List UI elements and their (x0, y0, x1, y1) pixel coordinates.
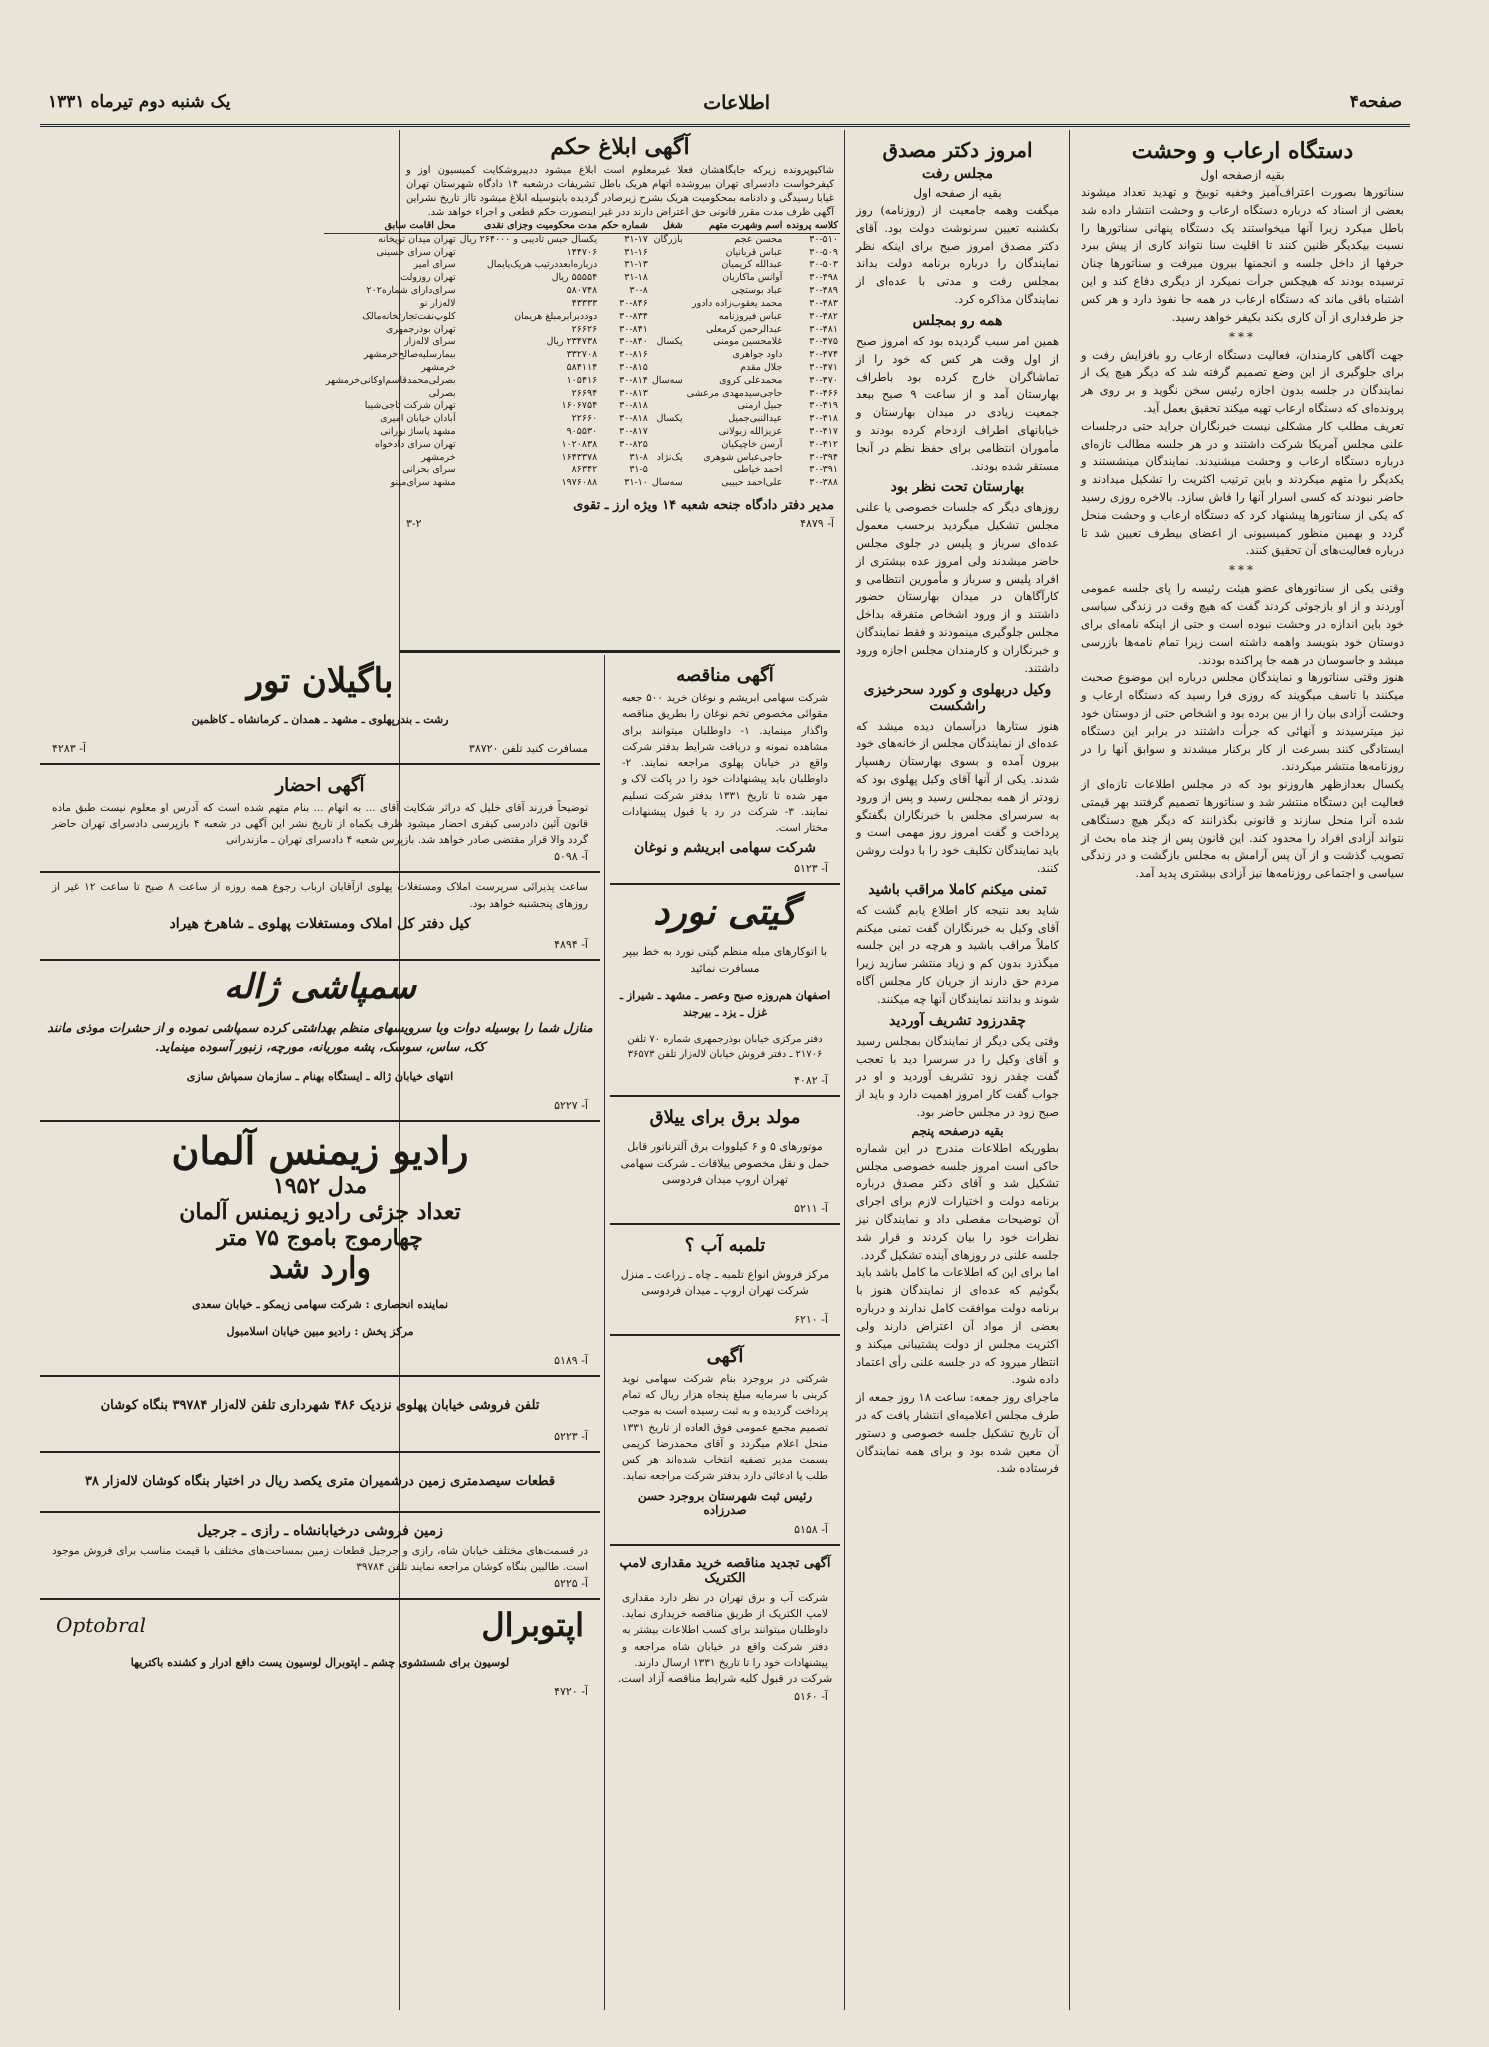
table-cell (650, 426, 685, 439)
table-cell: ۳۰-۵۰۹ (809, 246, 838, 258)
ad-center: مرکز پخش : رادیو مبین خیابان اسلامبول (226, 1325, 414, 1339)
table-cell (650, 362, 685, 375)
ad-title: آگهی مناقصه (676, 665, 774, 686)
table-cell: ۳۰-۴۱۹ (809, 400, 838, 412)
paragraph: ماجرای روز جمعه: ساعت ۱۸ روز جمعه از طرف مجلس اعلامیه‌ای انتشار یافت که در آن تاریخ تشکیل جلسه خصوصی و دستور آن معین شده بود و برای همه نمایندگان فرستاده شد. (856, 1390, 1059, 1476)
ad-code: ۳-۲ (406, 517, 422, 531)
ad-code: آ- ۴۲۸۳ (52, 741, 86, 755)
table-row (324, 247, 840, 260)
ad-agent: نماینده انحصاری : شرکت سهامی زیمکو ـ خیابان سعدی (191, 1297, 449, 1311)
table-cell: تهران سرای حسینی (376, 246, 456, 258)
table-cell: مشهد سرای‌مینو (390, 477, 456, 489)
table-cell: آوانس ماکاریان (722, 272, 783, 284)
ad-body: شرکتی در بروجرد بنام شرکت سهامی نوید کربنی با سرمایه مبلغ پنجاه هزار ریال که تمام پرداخت گردیده و به ثبت رسیده است به موجب تصمیم مجمع عمومی فوق العاده از تاریخ ۱۳۳۱ منحل اعلام میگردد و آقای محمدرضا کریمی بسمت مدیر تصفیه انتخاب شده‌اند هر کس طلب یا ادعائی دارد بدفتر شرکت مراجعه نماید. (622, 1372, 828, 1483)
ad-giti-navard (610, 885, 840, 1097)
ad-body: منازل شما را بوسیله دوات وبا سرویسهای منظم بهداشتی کرده سمپاشی نموده و از حشرات موذی مانند کک، ساس، سوسک، پشه موریانه، مورچه، زنبور آسوده مینماید. (47, 1020, 593, 1055)
ad-optobral (40, 1600, 600, 1706)
ad-code: آ- ۵۱۸۹ (554, 1353, 588, 1367)
ad-lamp-tender (610, 1546, 840, 1711)
table-cell: سرای‌دارای شماره۲۰۲ (366, 285, 456, 297)
table-cell: ۳۰-۸۴۶ (619, 297, 648, 309)
table-cell: ۳۰-۴۶۶ (809, 387, 838, 399)
table-row (324, 311, 840, 324)
ads-column-left (40, 655, 600, 2010)
ad-land-shemiran (40, 1453, 600, 1513)
column-terror-article (1075, 130, 1410, 2020)
ad-code: آ- ۵۱۲۳ (794, 862, 828, 876)
table-row (324, 362, 840, 375)
table-cell: غلامحسین مومنی (713, 336, 783, 348)
table-cell: ۳۰-۸۴۰ (619, 336, 648, 348)
ad-body: ساعت پذیرائی سرپرست املاک ومستغلات پهلوی ازآقایان ارباب رجوع همه روزه از ساعت ۸ صبح تا ساعت ۱۲ غیر از روزهای پنجشنبه خواهد بود. (52, 881, 588, 910)
table-cell (650, 311, 685, 324)
subheading: همه رو بمجلس (912, 312, 1003, 329)
table-cell: ۳۰-۸۱۴ (619, 374, 648, 386)
table-cell: یکسال (656, 413, 683, 425)
table-cell: ۳۰-۵۰۳ (809, 259, 838, 271)
table-cell: تهران بوذرجمهری (385, 323, 456, 335)
table-cell (650, 439, 685, 452)
table-cell: ۳۳۲۷۰۸ (566, 349, 598, 361)
table-cell (650, 298, 685, 311)
table-cell: ۳۰-۴۱۲ (809, 438, 838, 450)
table-cell (650, 272, 685, 285)
table-header: کلاسه پرونده (786, 220, 838, 231)
ad-code: آ- ۵۰۹۸ (554, 850, 588, 864)
table-row (324, 298, 840, 311)
ad-code: آ- ۵۲۱۱ (794, 1201, 828, 1215)
ad-title-row (46, 1606, 594, 1644)
table-cell: ۳۰-۴۸۲ (809, 310, 838, 322)
table-cell: خرمشهر (421, 361, 456, 373)
table-cell: سرای امیر (413, 259, 456, 271)
table-cell: ۳۱-۱۰ (624, 477, 648, 489)
table-cell: تهران میدان توپخانه (378, 233, 456, 245)
table-cell: ۳۰-۸۱۸ (619, 400, 648, 412)
ad-line: تعداد جزئی رادیو زیمنس آلمان (179, 1198, 461, 1225)
table-cell: عزیزالله زبولانی (718, 426, 783, 437)
notice-intro: شاکیوپرونده زیرکه جایگاهشان فعلا غیرمعلوم است ابلاغ میشود ددپیروشکایت کمیسیون اوز و کیفرخواست دادسرای تهران بیروشده اتهام هریک باطل تشریفات درشعبه ۱۴ دادگاه شهرستان تهران غیابا رسیدگی و دادنامه بمحکومیت هریک بشرح زیرصادر گردیده باینوسیله ابلاغ میشود تااز تاریخ نشراین آگهی ظرف مدت مقرر قانونی حق اعتراض دارند ددر غیر اینصورت حکم قطعی و اجراء خواهد شد. (406, 165, 834, 218)
table-cell (650, 247, 685, 260)
table-cell: ۳۰-۸۱۶ (619, 349, 648, 361)
table-cell: ۳۱-۵ (629, 464, 648, 476)
verdict-table (324, 220, 840, 490)
table-cell: بیمارسلیه‌صالح‌خرمشهر (363, 349, 456, 361)
subheading: بهارستان تحت نظر بود (890, 479, 1025, 496)
paragraph: هنوز ستارها درآسمان دیده میشد که عده‌ای از نمایندگان مجلس از خانه‌های خود بیرون آمده و بسوی بهارستان رهسپار شدند. یکی از آنها آقای وکیل پهلوی بود که زودتر از همه بمجلس رسید و پس از ورود به سرسرای مجلس با خبرنگاران بگفتگو پرداخت و گفت امروز روز مهمی است و باید نمایندگان تکلیف خود را با دولت روشن کنند. (856, 718, 1059, 875)
table-header: شماره حکم (601, 220, 648, 231)
paragraph: جهت آگاهی کارمندان، فعالیت دستگاه ارعاب رو بافزایش رفت و برای جلوگیری از این وضع تصمیم گرفته شد که دیگر هیچ یک از نمایندگان در جلسه بدون اجازه رئیس سخن نگوید و بر روی هر پرونده‌ای که دستگاه ارعاب تهیه میکند تحقیق بعمل آید. (1081, 347, 1404, 415)
table-cell: ۱۴۴۷۰۶ (566, 246, 598, 258)
table-cell: عبدالله کریمیان (721, 259, 783, 271)
table-row (324, 400, 840, 413)
table-cell: محمدعلی کروی (719, 374, 783, 386)
table-cell: ۳۰-۴۷۴ (809, 349, 838, 361)
ad-title: تلمبه آب ؟ (684, 1234, 766, 1256)
table-cell: حاجی‌سیدمهدی مرعشی (686, 387, 783, 399)
table-row (324, 336, 840, 349)
table-cell: ۳۰-۸۱۵ (619, 361, 648, 373)
table-cell (650, 259, 685, 272)
table-cell: محمد یعقوب‌زاده دادور (692, 297, 783, 309)
table-cell: ۳۰-۸۳۴ (619, 310, 648, 322)
table-cell: ۵۸۴۱۱۴ (566, 361, 598, 373)
table-cell: آرسن خاچیکیان (721, 438, 783, 450)
table-cell: ۴۳۳۳۳ (571, 297, 598, 309)
ad-code: آ- ۴۸۷۹ (800, 517, 834, 531)
ad-title: زمین فروشی درخیابانشاه ـ رازی ـ جرجیل (197, 1522, 443, 1539)
ad-bagilan-tour (40, 655, 600, 765)
table-cell: ۸۶۳۴۲ (571, 464, 598, 476)
notice-codes (400, 515, 840, 532)
table-cell: ۱۹۷۶۰۸۸ (561, 477, 598, 489)
table-cell (650, 464, 685, 477)
column-rule (844, 130, 845, 2010)
table-cell: ۳۰-۴۸۱ (809, 323, 838, 335)
table-cell: عیدالنبی‌جمیل (728, 413, 783, 425)
ad-signature: کیل دفتر کل املاک ومستغلات پهلوی ـ شاهرخ هیراد (169, 915, 471, 932)
table-cell: ۳۰-۴۷۱ (809, 361, 838, 373)
table-cell (650, 324, 685, 337)
table-cell: ۲۳۴۷۳۸ ریال (546, 336, 598, 348)
ad-signature: رئیس ثبت شهرستان بروجرد حسن صدرزاده (637, 1488, 813, 1517)
signature: مدیر دفتر دادگاه جنحه شعبه ۱۴ ویژه ارز ـ تقوی (573, 498, 834, 514)
ad-code: آ- ۵۲۲۵ (554, 1577, 588, 1591)
table-cell: مشهد پاساژ نورانی (380, 426, 456, 437)
table-row (324, 324, 840, 337)
table-row (324, 233, 840, 246)
table-cell (650, 400, 685, 413)
table-cell (650, 388, 685, 401)
ad-arrived: وارد شد (269, 1250, 371, 1286)
paragraph: روزهای دیگر که جلسات خصوصی یا علنی مجلس تشکیل میگردید برحسب معمول عده‌ای سرباز و پلیس در جلوی مجلس حاضر میشدند ولی امروز عده بیشتری از افراد پلیس و سرباز و مأمورین انتظامی و کارآگاهان در میدان بهارستان حضور داشتند و از ورود اشخاص متفرقه بداخل مجلس جلوگیری مینمودند و فقط نمایندگان و خبرنگاران و کارمندان مجلس اجازه ورود داشتند. (856, 500, 1059, 675)
ad-title: آگهی (706, 1345, 744, 1367)
table-cell: سه‌سال (651, 477, 683, 489)
table-cell: ۹۰۵۵۳۰ (566, 426, 598, 437)
paragraph: سناتورها بصورت اعتراف‌آمیز وخفیه توبیخ و تهدید تعداد میشوند بعضی از اسناد که درباره دستگاه ارعاب و وحشت انتشار داده شد باطل میکرد زیرا آنها میخواستند یک دستگاه پنهانی سناتورها را نسبت بیکدیگر ظنین کنند تا اقلیت سنا نتواند کاری از پیش ببرد حرفها از داخل جلسه و انجمنها بیرون میرفت و سناتورها چنان ترسیده بودند که هیچکس جرأت نمیکرد از دیگری دفاع کند و این اشتباه باقی ماند که دستگاه ارعاب در همه جا نفوذ دارد و هر کس جز طرفداری از آن کاری بکند بکیفر خواهد رسید. (1081, 185, 1404, 324)
page-label: صفحه۴ (1349, 92, 1402, 112)
subheading: مجلس رفت (921, 166, 994, 182)
table-row (324, 439, 840, 452)
ad-zhaleh-spraying (40, 961, 600, 1122)
table-row (324, 349, 840, 362)
table-cell: ۳۰-۴۹۸ (809, 272, 838, 284)
table-cell: بصرلی‌محمدقاسم‌اوکانی‌خرمشهر (325, 374, 456, 386)
table-cell: ۲۲۶۶۰ (571, 413, 598, 425)
ad-body: با اتوکارهای مبله منظم گیتی نورد به خط بیپر مسافرت نمائید (622, 945, 828, 975)
table-cell: ۳۱-۸ (629, 451, 648, 463)
ad-body: در قسمت‌های مختلف خیابان شاه، رازی و جرجیل قطعات زمین بمساحت‌های مختلف با قیمت مناسب برای فروش موجود است. طالبین بنگاه کوشان مراجعه نمایند تلفن ۳۹۷۸۴ (52, 1544, 588, 1574)
table-header: محل اقامت سابق (384, 220, 456, 231)
subheading: چقدرزود تشریف آوردید (889, 1012, 1026, 1029)
ad-code: آ- ۴۷۲۰ (554, 1684, 588, 1698)
table-cell: عباس قربانیان (725, 246, 783, 258)
paragraph: هنوز وقتی سناتورها و نمایندگان مجلس درباره این موضوع صحبت میکنند با تاسف میگویند که روزی فرا رسید که دستگاه ارعاب و وحشت آزادی بیان را از بین برده بود و اشخاص حتی از دوستان خود نیز میترسیدند و آنهائی که جرأت داشتند در برابر این دستگاه ایستادگی کنند بسرعت از کار برکنار میشدند و سوابق آنها را در روزنامه‌ها منتشر میکردند. (1081, 670, 1404, 774)
table-cell: ۳۰-۴۱۷ (809, 426, 838, 437)
table-cell: محسن عجم (734, 233, 783, 245)
ad-body: توضیحاً فرزند آقای خلیل که دراثر شکایت آقای ... به اتهام ... بنام متهم شده است که آدرس او معلوم نیست طبق ماده قانون آئین دادرسی کیفری احضار میشود ظرف یکماه از تاریخ نشر این آگهی در شعبه ۴ بازپرسی دادسرای تهران حاضر گردد والا قرار مقتضی صادر خواهد شد. بازپرس شعبه ۴ دادسرای تهران ـ مازندرانی (52, 801, 588, 847)
table-cell (650, 349, 685, 362)
table-cell: ۳۰-۵۱۰ (809, 233, 838, 245)
ad-signature: شرکت در قبول کلیه شرایط مناقصه آزاد است. (617, 1672, 833, 1686)
table-cell: بصرلی (428, 387, 456, 399)
ad-title-latin: Optobral (56, 1613, 146, 1638)
subheading: تمنی میکنم کاملا مراقب باشید (868, 881, 1047, 898)
ad-tender-silk (610, 655, 840, 885)
table-cell: یکسال (656, 336, 683, 348)
ad-title: اپتوبرال (481, 1606, 584, 1645)
table-cell: ۱۶۴۳۳۷۸ (561, 451, 598, 463)
table-cell: خرمشهر (421, 451, 456, 463)
table-cell: ۳۰-۸۱۷ (619, 426, 648, 437)
ad-body: لوسیون برای شستشوی چشم ـ اپتوبرال لوسیون یست دافع ادرار و کشنده باکتریها (130, 1656, 510, 1670)
table-header: شغل (662, 220, 683, 231)
table-cell: بازرگان (653, 233, 683, 245)
table-cell: عباد بوستچی (731, 285, 783, 297)
ad-code: آ- ۵۱۶۰ (794, 1689, 828, 1703)
table-cell: داود جواهری (732, 349, 783, 361)
ad-notice-borujerd (610, 1336, 840, 1546)
table-cell: احمد خیاطی (733, 464, 783, 476)
table-row (324, 452, 840, 465)
table-cell: تهران سرای دادخواه (374, 438, 456, 450)
table-cell: ۳۱-۱۳ (624, 259, 648, 271)
ad-body: شرکت آب و برق تهران در نظر دارد مقداری لامپ الکتریک از طریق مناقصه خریداری نماید. داوطلبان میتوانند برای کسب اطلاعات بیشتر به دفتر شرکت واقع در خیابان شاه مراجعه و پیشنهادات خود را تا تاریخ ۱۳۳۱ ارسال دارند. (622, 1591, 828, 1669)
table-cell: سرای بحرانی (402, 464, 456, 476)
table-cell: ۳۰-۸ (629, 285, 648, 297)
paragraph: یکسال بعدازظهر هاروزنو بود که در مجلس اطلاعات تازه‌ای از فعالیت این دستگاه منتشر شد و سناتورها تصمیم گرفتند بهر قیمتی شده آنرا منحل سازند و قانونی بگذرانند که دیگر هیچ دستگاهی نتواند آزادی افراد را محدود کند. این قانون پس از چند ماه بحث از تصویب گذشت و از آن پس آرامش به مجلس بازگشت و در زندگی سیاسی و اجتماعی روزنامه‌ها نیز آزادی بیشتری پدید آمد. (1081, 777, 1404, 881)
table-cell: ۵۸۰۷۴۸ (566, 285, 598, 297)
paragraph: همین امر سبب گردیده بود که امروز صبح از اول وقت هر کس که خود را از تماشاگران خارج کرده بود باطراف بهارستان آمد و از ساعت ۹ صبح ببعد جمعیت زیادی در میدان بهارستان و خیابانهای اطراف ازدحام کرده بودند و مأموران انتظامی برای حفظ نظم در آنجا مستقر شده بودند. (856, 333, 1059, 473)
table-cell: ۱۶۰۶۷۵۴ (561, 400, 598, 412)
notice-footer (400, 496, 840, 515)
ad-model: مدل ۱۹۵۲ (272, 1172, 368, 1199)
table-cell: دوددبرابرمبلغ هریمان (514, 310, 598, 322)
paragraph: شاید بعد نتیجه کار اطلاع یابم گشت که آقای وکیل به خبرنگاران گفت تمنی میکنم کاملاً مراقب باشید و هرچه در این جلسه میگذرد بدون کم و زیاد منتشر سازید زیرا مردم حق دارند از جریان کار مجلس آگاه شوند و بدانند نمایندگان آنها چه میکنند. (856, 902, 1059, 1006)
notice-title: آگهی ابلاغ حکم (550, 134, 690, 160)
ad-pahlavi-estates (40, 873, 600, 961)
article-title: دستگاه ارعاب و وحشت (1131, 138, 1354, 164)
table-row (324, 259, 840, 272)
table-cell: ۳۰-۳۹۱ (809, 464, 838, 476)
table-cell: ۳۰-۸۱۳ (619, 387, 648, 399)
table-cell: عباس فیروزنامه (718, 310, 783, 322)
table-cell: درباره‌ابعددرتیب هریک‌پایمال (486, 259, 598, 271)
ad-land-shah (40, 1513, 600, 1601)
table-cell: ۳۰-۴۷۰ (809, 374, 838, 386)
ad-phone: مسافرت کنید تلفن ۳۸۷۲۰ (468, 741, 588, 755)
table-row (324, 413, 840, 426)
article-title: امروز دکتر مصدق (882, 138, 1033, 162)
ad-siemens-radio (40, 1122, 600, 1377)
table-cell: سه‌سال (651, 374, 683, 386)
ad-line: چهارموج باموج ۷۵ متر (217, 1224, 423, 1251)
table-cell: کلوپ‌نفت‌تجارتخانه‌مالک (362, 310, 456, 322)
paper-name: اطلاعات (703, 92, 770, 114)
ad-code: آ- ۴۸۹۴ (554, 937, 588, 951)
table-row (324, 388, 840, 401)
table-row (324, 477, 840, 490)
table-cell: ۲۶۶۹۴ (571, 387, 598, 399)
ad-title: سمپاشی ژاله (224, 966, 416, 1007)
ad-summons (40, 765, 600, 874)
ad-body: مرکز فروش انواع تلمبه ـ چاه ـ زراعت ـ منزل شرکت تهران اروپ ـ میدان فردوسی (620, 1267, 830, 1298)
ad-title: آگهی احضار (275, 774, 365, 796)
table-cell: ۳۰-۴۸۹ (809, 285, 838, 297)
ad-body: تلفن فروشی خیابان پهلوی نزدیک ۴۸۶ شهرداری تلفن لاله‌زار ۳۹۷۸۴ بنگاه کوشان (100, 1397, 540, 1413)
subheading: وکیل دربهلوی و کورد سحرخیزی راشکست (863, 681, 1052, 714)
table-cell: تهران روزولت (400, 272, 456, 284)
table-cell: عبدالرحمن کرمعلی (705, 323, 783, 335)
table-cell: ۵۵۵۵۴ ریال (551, 272, 598, 284)
table-cell: ۳۰-۳۸۸ (809, 477, 838, 489)
column-mossadegh-article (850, 130, 1065, 2020)
table-cell: ۳۱-۱۶ (624, 246, 648, 258)
ad-body: شرکت سهامی ابریشم و نوغان خرید ۵۰۰ جعبه مقوائی مخصوص تخم نوغان را بطریق مناقصه واگذار مینماید. ۱- داوطلبان میتوانند برای مشاهده نمونه و دریافت شرایط بدفتر شرکت واقع در خیابان پهلوی مراجعه نمایند. ۲- داوطلبان باید پیشنهادات خود را در پاکت لاک و مهر شده تا تاریخ ۱۳۳۱ بدفتر شرکت تسلیم نمایند. ۳- شرکت در رد یا قبول پیشنهادات مختار است. (622, 692, 828, 835)
table-row (324, 285, 840, 298)
table-cell: ۳۱-۱۷ (624, 233, 648, 245)
ad-routes: اصفهان هم‌روزه صبح وعصر ـ مشهد ـ شیراز ـ غزل ـ یزد ـ بیرجند (619, 989, 831, 1019)
ad-code: آ- ۶۲۱۰ (794, 1312, 828, 1326)
table-cell: ۳۰-۳۹۴ (809, 451, 838, 463)
table-cell: ۳۰-۸۴۱ (619, 323, 648, 335)
ad-address: انتهای خیابان ژاله ـ ایستگاه بهنام ـ سازمان سمپاش سازی (186, 1070, 454, 1084)
ad-address: دفتر مرکزی خیابان بوذرجمهری شماره ۷۰ تلفن ۲۱۷۰۶ ـ دفتر فروش خیابان لاله‌زار تلفن ۳۶۵۷۳ (627, 1034, 823, 1061)
table-cell: جلال مقدم (740, 361, 783, 373)
ad-generator (610, 1097, 840, 1225)
table-cell: ۳۰-۴۷۵ (809, 336, 838, 348)
table-cell: یکسال حبس تادیبی و ۲۶۴۰۰۰ ریال (459, 233, 598, 245)
table-cell: آبادان خیابان امیری (380, 413, 456, 425)
date-line: یک شنبه دوم تیرماه ۱۳۳۱ (48, 92, 231, 112)
table-cell: ۱۰۵۴۱۶ (566, 374, 598, 386)
table-cell: ۱۰۲۰۸۳۸ (561, 438, 598, 450)
ad-title: آگهی تجدید مناقصه خرید مقداری لامپ الکتریک (619, 1555, 831, 1586)
newspaper-page (40, 70, 1410, 2030)
table-cell: ۳۰-۴۸۳ (809, 297, 838, 309)
column-rule (1069, 130, 1070, 2010)
ad-code: آ- ۵۱۵۸ (794, 1522, 828, 1536)
table-cell: جبیل ارمنی (737, 400, 783, 412)
paragraph: وقتی یکی از سناتورهای عضو هیئت رئیسه را پای جلسه عمومی آوردند و از او بازجوئی کردند گفت که هیچ وقت در زندگی سیاسی خود باین اندازه در وحشت نبوده است و حتی از اینکه نامه‌ای برای دوستان خود بنویسد واهمه داشته است زیرا تمام نامه‌ها بازرسی میشد و جاسوسان در همه جا پراکنده بودند. (1081, 581, 1404, 667)
table-cell: حاجی‌عباس شوهری (703, 451, 783, 463)
paragraph: وقتی یکی دیگر از نمایندگان بمجلس رسید و آقای وکیل را در سرسرا دید با تعجب گفت چقدر زود تشریف آوردید و او در جواب گفت کار امروز اهمیت دارد و باید از صبح زود در مجلس حاضر بود. (856, 1033, 1059, 1119)
paragraph: تعریف مطلب کار مشکلی نیست خبرنگاران جراید حتی درجلسات علنی مجلس آمریکا شرکت داشتند و در هر جلسه مطالب تازه‌ای درباره دستگاه ارعاب و وحشت میشنیدند. نمایندگان مینشستند و یکدیگر را متهم میکردند و باین ترتیب اکثریت را تشکیل میدادند و حاضر نبودند که کسی اسرار آنها را فاش سازد. بالاخره روزی رسید که یکی از سناتورها پیشنهاد کرد که دستگاه ارعاب و وحشت منحل گردد و بهمین منظور کمیسیونی از اعضای بیطرف تعیین شد تا درباره فعالیت‌های آن تحقیق کنند. (1081, 418, 1404, 558)
table-cell: یک‌نژاد (656, 451, 683, 463)
separator: *** (1229, 329, 1256, 344)
table-row (324, 426, 840, 439)
ad-code: آ- ۵۲۲۳ (554, 1430, 588, 1444)
table-cell: ۲۶۶۲۶ (571, 323, 598, 335)
paragraph: بطوریکه اطلاعات مندرج در این شماره حاکی است امروز جلسه خصوصی مجلس تشکیل شد و آقای دکتر مصدق درباره برنامه دولت و اختیارات لازم برای اجرای آن توضیحات مفصلی داد و نمایندگان نیز نظرات خود را بیان کردند و قرار شد جلسه علنی در روزهای آینده تشکیل گردد. (856, 1140, 1059, 1262)
ad-title: باگیلان تور (246, 661, 394, 701)
ad-routes: رشت ـ بندرپهلوی ـ مشهد ـ همدان ـ کرمانشاه ـ کاظمین (191, 713, 449, 726)
table-cell: ۳۱-۱۸ (624, 272, 648, 284)
table-cell: لاله‌زار نو (419, 297, 456, 309)
table-cell: تهران شرکت تاجی‌شیبا (364, 400, 456, 412)
ad-codes (46, 740, 594, 757)
table-header: مدت محکومیت وجزای نقدی (483, 220, 598, 231)
ad-body: قطعات سیصدمتری زمین درشمیران متری یکصد ریال در اختیار بنگاه کوشان لاله‌زار ۳۸ (84, 1474, 556, 1490)
paragraph: اما برای این که اطلاعات ما کامل باشد باید بگوئیم که عده‌ای از نمایندگان هنوز با برنامه دولت موافقت کامل ندارند و درباره بعضی از مواد آن اعتراض دارند ولی اکثریت مجلس از دولت پشتیبانی میکند و انتظار میرود که در جلسه علنی رأی اعتماد داده شود. (856, 1265, 1059, 1387)
table-row (324, 272, 840, 285)
column-rule (604, 655, 605, 2010)
ad-title: مولد برق برای ییلاق (649, 1107, 801, 1129)
table-row (324, 464, 840, 477)
table-cell: علی‌احمد حبیبی (721, 477, 783, 489)
verdict-notice (325, 130, 840, 653)
ad-body: موتورهای ۵ و ۶ کیلووات برق آلترناتور قابل حمل و نقل مخصوص ییلاقات ـ شرکت سهامی تهران اروپ میدان فردوسی (620, 1140, 830, 1187)
continued-note: بقیه از صفحه اول (913, 186, 1002, 200)
table-header: اسم وشهرت متهم (709, 220, 783, 231)
ad-phone-sale (40, 1377, 600, 1454)
table-cell: ۳۰-۴۱۸ (809, 413, 838, 425)
continued-note: بقیه ازصفحه اول (1200, 168, 1285, 182)
table-cell: ۳۰-۸۲۵ (619, 438, 648, 450)
paragraph: میگفت وهمه جامعیت از (روزنامه) روز بکشنبه تعیین سرنوشت دولت بود. آقای دکتر مصدق امروز صبح برای اینکه نظر نمایندگان را درباره برنامه دولت بداند بمجلس رفت و مدتی با عده‌ای از نمایندگان مذاکره کرد. (856, 203, 1059, 307)
separator: *** (1229, 563, 1256, 578)
ad-title: رادیو زیمنس آلمان (171, 1127, 469, 1173)
ad-code: آ- ۵۲۲۷ (554, 1098, 588, 1112)
ad-signature: شرکت سهامی ابریشم و نوغان (634, 840, 816, 857)
table-row (324, 375, 840, 388)
ad-title: گیتی نورد (653, 891, 797, 934)
table-cell: ۳۰-۸۱۸ (619, 413, 648, 425)
table-cell (650, 285, 685, 298)
table-cell: سرای لاله‌زار (404, 336, 456, 348)
continued-note: بقیه درصفحه پنجم (911, 1123, 1004, 1138)
ads-column-middle (610, 655, 840, 2010)
ad-pump (610, 1225, 840, 1336)
ad-code: آ- ۴۰۸۲ (794, 1074, 828, 1088)
